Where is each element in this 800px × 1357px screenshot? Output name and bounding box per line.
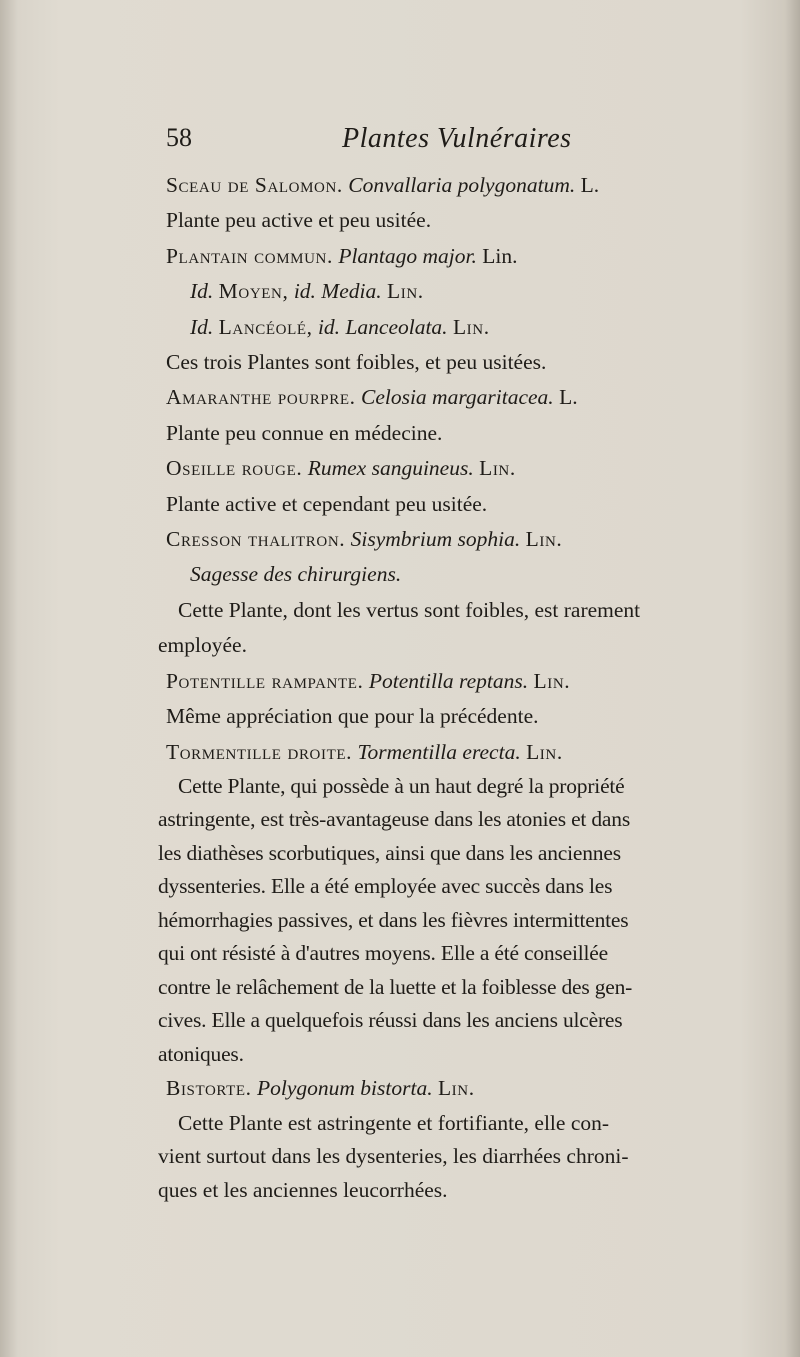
text-line: vient surtout dans les dysenteries, les diarrhées chroni- [158, 1144, 629, 1169]
entry-note: Même appréciation que pour la précédente. [166, 704, 539, 729]
text-line: qui ont résisté à d'autres moyens. Elle a été conseillée [158, 941, 608, 966]
text-line: cives. Elle a quelquefois réussi dans les anciens ulcères [158, 1008, 623, 1033]
common-name: Plantain commun. [166, 243, 333, 268]
text-line: hémorrhagies passives, et dans les fièvres intermittentes [158, 907, 629, 932]
entry-note: Ces trois Plantes sont foibles, et peu usitées. [166, 350, 547, 375]
text-line: Cette Plante, qui possède à un haut degré la propriété [178, 773, 625, 798]
author-abbrev: Lin. [525, 527, 563, 552]
entry-plantain-commun [166, 239, 736, 274]
text-line: astringente, est très-avantageuse dans les atonies et dans [158, 807, 630, 832]
page-header [166, 123, 736, 163]
latin-name: Plantago major. [338, 243, 477, 268]
author-abbrev: Lin. [479, 456, 516, 481]
author-abbrev: Lin. [526, 739, 563, 764]
text-line: Cette Plante est astringente et fortifiante, elle con- [178, 1110, 610, 1135]
common-name: Potentille rampante. [166, 668, 364, 693]
text-line: contre le relâchement de la luette et la foiblesse des gen- [158, 974, 633, 999]
entry-bistorte [166, 1071, 736, 1106]
paragraph-tormentille [158, 770, 736, 1072]
ditto-prefix: Id. [190, 279, 214, 304]
latin-name: Tormentilla erecta. [357, 739, 521, 764]
entry-note: Plante peu active et peu usitée. [166, 208, 432, 233]
author-abbrev: Lin. [452, 314, 490, 339]
text-line: les diathèses scorbutiques, ainsi que dans les anciennes [158, 840, 621, 865]
running-head: Plantes Vulnéraires [342, 123, 572, 154]
entry-cresson-thalitron [166, 522, 736, 557]
ditto-mid: id. [317, 314, 341, 339]
common-name: Amaranthe pourpre. [166, 385, 356, 410]
synonym-name: Sagesse des chirurgiens. [190, 562, 402, 587]
latin-name: Convallaria polygonatum. [348, 173, 576, 197]
entry-potentille-rampante [166, 664, 736, 699]
text-line: Cette Plante, dont les vertus sont foibles, est rarement [178, 597, 641, 622]
latin-name: Potentilla reptans. [368, 668, 529, 693]
entry-amaranthe-pourpre [166, 380, 736, 415]
author-abbrev: Lin. [533, 668, 571, 693]
latin-name: Sisymbrium sophia. [350, 527, 521, 552]
ditto-prefix: Id. [190, 314, 214, 339]
latin-name: Polygonum bistorta. [256, 1076, 433, 1101]
page-body [158, 168, 736, 1207]
ditto-mid: id. [293, 279, 316, 304]
entry-plantain-moyen [166, 274, 736, 309]
text-line: employée. [158, 633, 247, 658]
text-line: atoniques. [158, 1041, 244, 1066]
latin-name: Celosia margaritacea. [360, 385, 554, 410]
entry-note: Plante peu connue en médecine. [166, 420, 443, 445]
entry-plantain-lanceole [166, 310, 736, 345]
entry-note: Plante active et cependant peu usitée. [166, 491, 488, 516]
author-abbrev: L. [580, 173, 600, 197]
paragraph-bistorte [158, 1107, 736, 1208]
latin-name: Media. [321, 279, 382, 304]
text-line: dyssenteries. Elle a été employée avec succès dans les [158, 874, 613, 899]
entry-sceau-de-salomon [166, 168, 736, 203]
page-number: 58 [166, 123, 192, 152]
common-name: Tormentille droite. [166, 739, 353, 764]
author-abbrev: L. [559, 385, 578, 410]
latin-name: Rumex sanguineus. [307, 456, 474, 481]
author-abbrev: Lin. [437, 1076, 475, 1101]
common-name: Moyen, [218, 279, 289, 304]
author-abbrev: Lin. [386, 279, 424, 304]
text-line: ques et les anciennes leucorrhées. [158, 1177, 448, 1202]
author-abbrev: Lin. [482, 243, 518, 268]
paragraph-cresson [158, 593, 736, 664]
entry-tormentille-droite [166, 735, 736, 770]
common-name: Lancéolé, [218, 314, 313, 339]
common-name: Oseille rouge. [166, 456, 303, 481]
latin-name: Lanceolata. [345, 314, 448, 339]
common-name: Sceau de Salomon. [166, 173, 343, 197]
entry-oseille-rouge [166, 451, 736, 486]
common-name: Bistorte. [166, 1076, 252, 1101]
common-name: Cresson thalitron. [166, 527, 346, 552]
